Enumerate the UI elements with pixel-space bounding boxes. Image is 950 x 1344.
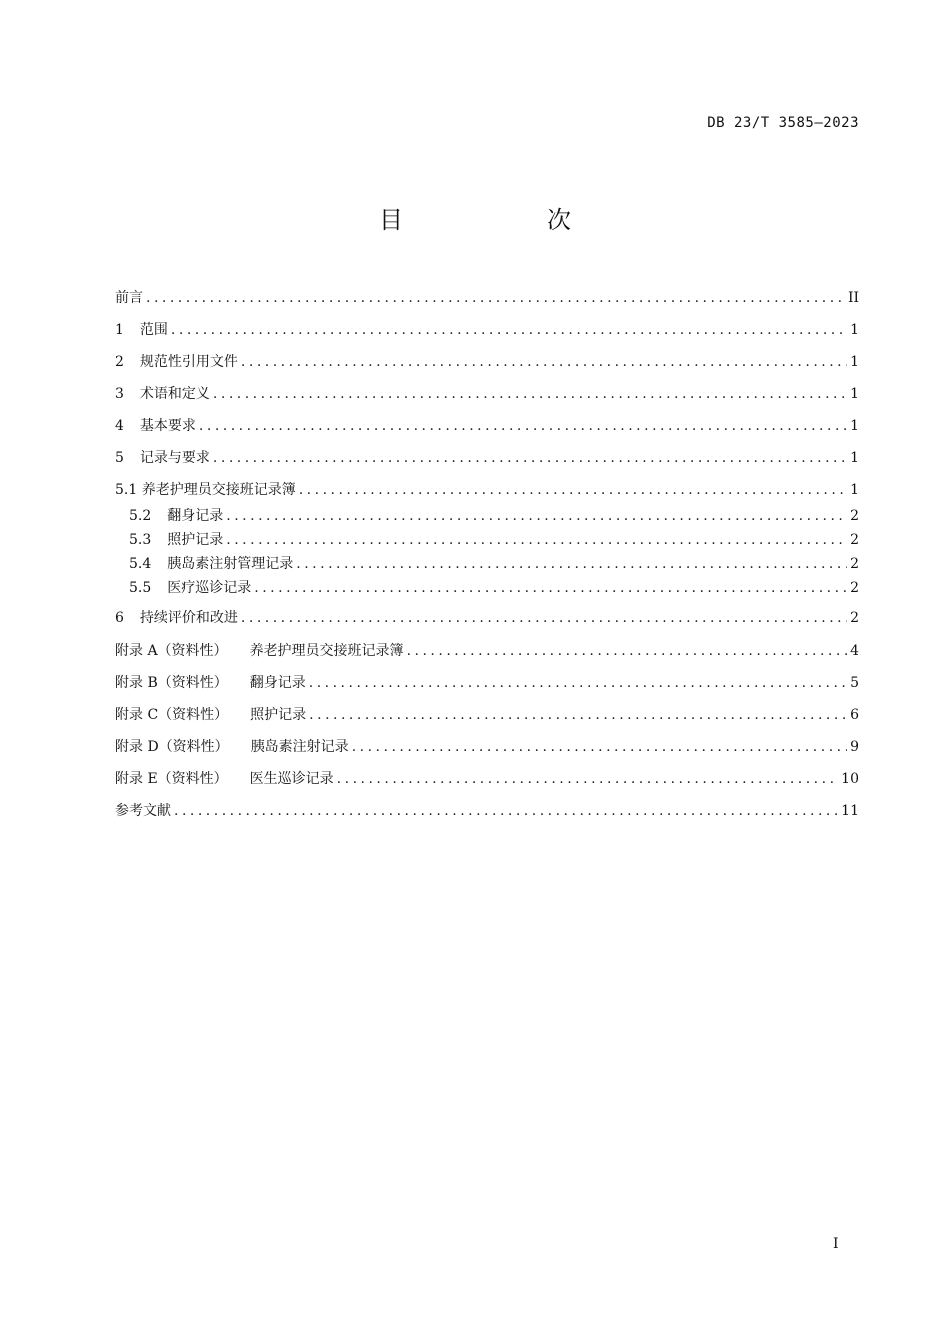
- toc-entry-annex-d[interactable]: [115, 736, 859, 758]
- toc-entry-bibliography[interactable]: [115, 800, 859, 822]
- toc-page-number: 2: [850, 508, 859, 524]
- toc-leader-dots: [213, 450, 847, 466]
- toc-entry-continuous-improvement[interactable]: [115, 607, 859, 629]
- toc-entry-label: [115, 351, 238, 371]
- toc-entry-label: [129, 505, 223, 525]
- toc-section-title: 照护记录: [167, 532, 224, 548]
- toc-page-number: 1: [850, 354, 859, 370]
- toc-entry-label: [129, 553, 293, 573]
- toc-leader-dots: [296, 556, 847, 572]
- toc-leader-dots: [213, 386, 847, 402]
- toc-annex-title: 翻身记录: [249, 675, 306, 691]
- toc-entry-annex-a[interactable]: [115, 640, 859, 662]
- toc-entry-label: [115, 768, 334, 788]
- toc-annex-number: 附录 B（资料性）: [115, 675, 228, 691]
- toc-leader-dots: [241, 610, 847, 626]
- toc-leader-dots: [199, 418, 847, 434]
- toc-section-number: 2: [115, 354, 124, 370]
- toc-annex-number: 附录 D（资料性）: [115, 739, 229, 755]
- toc-page-number: 2: [850, 556, 859, 572]
- toc-entry-5-4[interactable]: [129, 553, 859, 575]
- toc-entry-annex-e[interactable]: [115, 768, 859, 790]
- toc-page-number: 2: [850, 580, 859, 596]
- toc-entry-label: [129, 577, 251, 597]
- toc-section-number: 5.4: [129, 556, 152, 572]
- toc-entry-label: [115, 447, 210, 467]
- toc-annex-title: 医生巡诊记录: [249, 771, 334, 787]
- toc-entry-records[interactable]: [115, 447, 859, 469]
- toc-entry-label: [115, 383, 210, 403]
- toc-entry-label: 5.1 养老护理员交接班记录簿: [115, 482, 296, 498]
- toc-page-number: 5: [850, 675, 859, 691]
- toc-annex-title: 养老护理员交接班记录簿: [249, 643, 404, 659]
- toc-section-number: 5: [115, 450, 124, 466]
- toc-entry-label: [115, 736, 349, 756]
- toc-section-title: 胰岛素注射管理记录: [167, 556, 294, 572]
- page-number: I: [833, 1236, 839, 1252]
- toc-page-number: 11: [841, 803, 859, 819]
- toc-section-title: 基本要求: [139, 418, 196, 434]
- toc-entry-label: 参考文献: [115, 803, 171, 819]
- page-title: 目 次: [379, 206, 631, 234]
- toc-section-number: 5.3: [129, 532, 152, 548]
- toc-page-number: 1: [850, 418, 859, 434]
- toc-page-number: 1: [850, 322, 859, 338]
- toc-section-title: 范围: [139, 322, 168, 338]
- toc-entry-5-3[interactable]: [129, 529, 859, 551]
- toc-entry-label: [115, 319, 168, 339]
- toc-page-number: II: [847, 290, 859, 306]
- toc-section-number: 5.5: [129, 580, 152, 596]
- toc-entry-terms[interactable]: [115, 383, 859, 405]
- toc-leader-dots: [226, 532, 847, 548]
- toc-entry-label: [129, 529, 223, 549]
- toc-section-title: 持续评价和改进: [139, 610, 238, 626]
- toc-entry-label: 前言: [115, 290, 143, 306]
- toc-section-number: 6: [115, 610, 124, 626]
- toc-section-number: 3: [115, 386, 124, 402]
- toc-page-number: 9: [850, 739, 859, 755]
- toc-leader-dots: [174, 803, 838, 819]
- toc-entry-basic-requirements[interactable]: [115, 415, 859, 437]
- toc-leader-dots: [146, 290, 845, 306]
- toc-leader-dots: [352, 739, 847, 755]
- toc-annex-number: 附录 E（资料性）: [115, 771, 228, 787]
- toc-leader-dots: [241, 354, 847, 370]
- toc-section-number: 1: [115, 322, 124, 338]
- toc-leader-dots: [309, 675, 847, 691]
- toc-annex-number: 附录 A（资料性）: [115, 643, 228, 659]
- toc-page-number: 1: [850, 450, 859, 466]
- toc-annex-number: 附录 C（资料性）: [115, 707, 229, 723]
- toc-page-number: 1: [850, 386, 859, 402]
- toc-section-title: 记录与要求: [139, 450, 210, 466]
- toc-annex-title: 照护记录: [250, 707, 307, 723]
- toc-entry-normative-references[interactable]: [115, 351, 859, 373]
- toc-section-title: 翻身记录: [167, 508, 224, 524]
- toc-annex-title: 胰岛素注射记录: [250, 739, 349, 755]
- toc-entry-annex-c[interactable]: [115, 704, 859, 726]
- toc-section-title: 术语和定义: [139, 386, 210, 402]
- toc-leader-dots: [299, 482, 847, 498]
- document-code: DB 23/T 3585—2023: [707, 115, 859, 131]
- toc-section-title: 医疗巡诊记录: [167, 580, 252, 596]
- toc-entry-label: [115, 672, 306, 692]
- toc-page-number: 2: [850, 532, 859, 548]
- toc-entry-label: [115, 607, 238, 627]
- toc-section-number: 5.2: [129, 508, 152, 524]
- toc-entry-label: [115, 415, 196, 435]
- toc-entry-scope[interactable]: [115, 319, 859, 341]
- toc-entry-label: [115, 704, 306, 724]
- toc-leader-dots: [254, 580, 847, 596]
- toc-leader-dots: [171, 322, 847, 338]
- toc-leader-dots: [309, 707, 847, 723]
- toc-page-number: 2: [850, 610, 859, 626]
- toc-page-number: 6: [850, 707, 859, 723]
- toc-entry-5-2[interactable]: [129, 505, 859, 527]
- toc-leader-dots: [337, 771, 839, 787]
- toc-entry-label: [115, 640, 404, 660]
- toc-leader-dots: [407, 643, 848, 659]
- toc-entry-5-1[interactable]: [115, 479, 859, 501]
- toc-page-number: 1: [850, 482, 859, 498]
- toc-entry-foreword[interactable]: [115, 287, 859, 309]
- toc-leader-dots: [226, 508, 847, 524]
- toc-page-number: 10: [841, 771, 859, 787]
- toc-section-title: 规范性引用文件: [139, 354, 238, 370]
- toc-entry-annex-b[interactable]: [115, 672, 859, 694]
- toc-page-number: 4: [850, 643, 859, 659]
- toc-entry-5-5[interactable]: [129, 577, 859, 599]
- toc-section-number: 4: [115, 418, 124, 434]
